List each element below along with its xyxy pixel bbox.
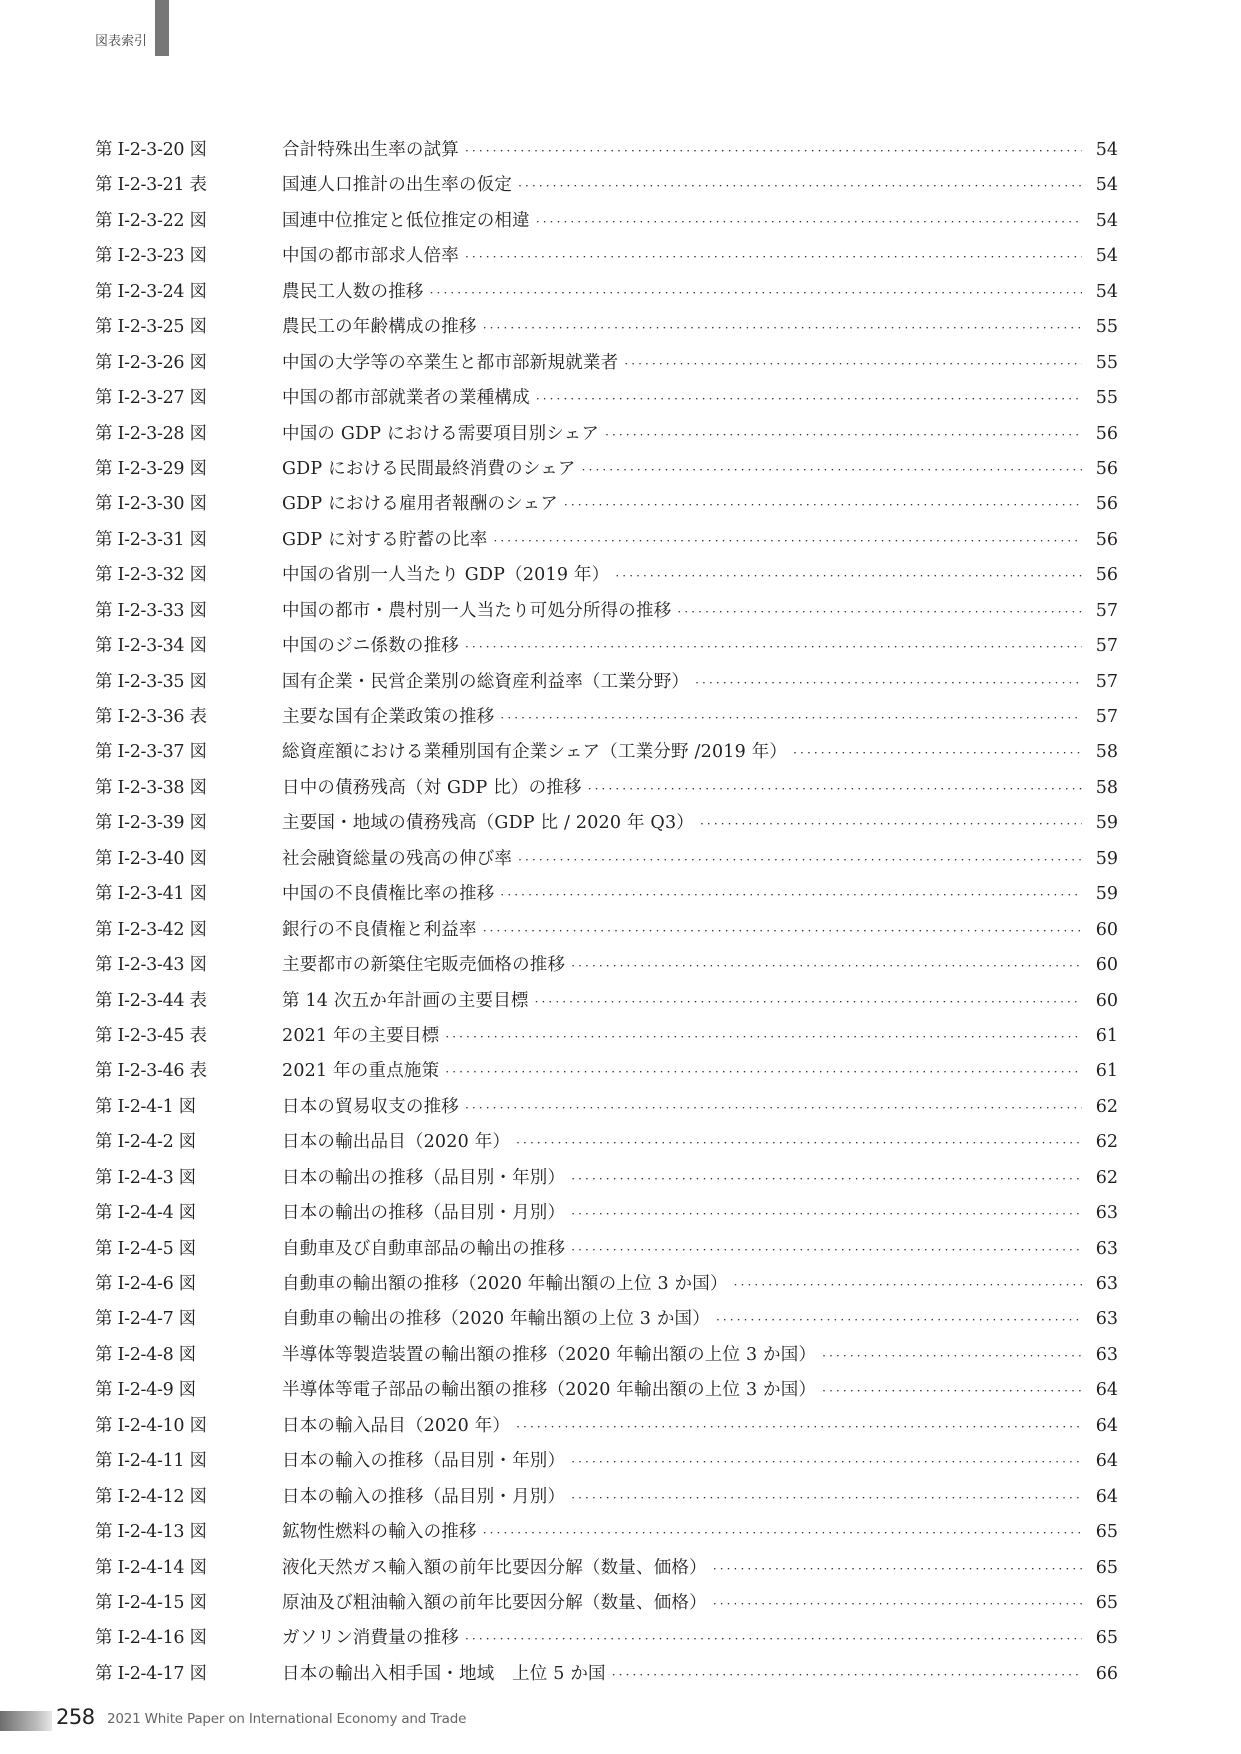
dot-leader [535,985,1082,1020]
entry-number: 第 I-2-3-28 図 [95,423,207,444]
page-number: 258 [56,1705,95,1729]
entry-title: 農民工の年齢構成の推移 [282,317,477,338]
entry-title: 日本の輸出の推移（品目別・月別） [282,1203,566,1224]
index-entry[interactable] [95,1551,1118,1586]
dot-leader [536,382,1082,417]
entry-page: 64 [1095,1380,1118,1401]
entry-title: 日本の輸出品目（2020 年） [282,1132,511,1153]
dot-leader [713,1552,1082,1587]
entry-page: 60 [1095,955,1118,976]
entry-number: 第 I-2-4-11 図 [95,1451,207,1472]
index-entry[interactable] [95,877,1118,912]
entry-number: 第 I-2-4-6 図 [95,1274,196,1294]
entry-page: 64 [1095,1486,1118,1507]
entry-number: 第 I-2-3-29 図 [95,458,207,479]
entry-title: GDP における民間最終消費のシェア [282,458,576,479]
index-entry[interactable] [95,1621,1118,1656]
entry-number: 第 I-2-3-41 図 [95,884,207,905]
entry-number: 第 I-2-4-4 図 [95,1203,196,1224]
entry-page: 62 [1095,1167,1118,1188]
dot-leader [716,1303,1082,1338]
index-entry[interactable] [95,842,1118,877]
dot-leader [465,1622,1082,1657]
entry-number: 第 I-2-3-44 表 [95,990,207,1011]
dot-leader [571,1233,1082,1268]
entry-page: 65 [1095,1592,1118,1613]
entry-number: 第 I-2-4-8 図 [95,1344,196,1365]
index-entry[interactable] [95,1125,1118,1160]
dot-leader [677,595,1082,630]
index-entry[interactable] [95,452,1118,487]
entry-title: 中国の省別一人当たり GDP（2019 年） [282,565,610,586]
entry-title: 合計特殊出生率の試算 [282,140,459,160]
entry-title: 中国の都市部求人倍率 [282,246,459,267]
dot-leader [500,878,1082,913]
dot-leader [465,630,1082,665]
entry-title: 自動車の輸出の推移（2020 年輸出額の上位 3 か国） [282,1309,710,1330]
entry-title: 国連中位推定と低位推定の相違 [282,210,530,231]
entry-number: 第 I-2-3-37 図 [95,742,207,763]
entry-title: 第 14 次五か年計画の主要目標 [282,990,529,1011]
entry-page: 58 [1095,742,1118,763]
entry-page: 54 [1095,281,1118,302]
dot-leader [571,1445,1082,1480]
entry-title: 主要国・地域の債務残高（GDP 比 / 2020 年 Q3） [282,813,695,834]
entry-page: 65 [1095,1522,1118,1543]
entry-page: 57 [1095,707,1118,727]
index-entry[interactable] [95,310,1118,345]
dot-leader [571,1162,1082,1197]
entry-page: 54 [1095,246,1118,267]
index-entry[interactable] [95,1480,1118,1515]
entry-title: 2021 年の主要目標 [282,1025,440,1046]
dot-leader [571,1481,1082,1516]
entry-page: 59 [1095,884,1118,905]
entry-page: 63 [1095,1344,1118,1365]
index-entry[interactable] [95,1267,1118,1302]
dot-leader [734,1268,1082,1303]
entry-page: 54 [1095,210,1118,231]
entry-page: 64 [1095,1451,1118,1472]
entry-title: 中国の不良債権比率の推移 [282,884,495,905]
entry-page: 56 [1095,423,1118,444]
index-entry[interactable] [95,275,1118,310]
entry-page: 61 [1095,1061,1118,1082]
entry-page: 61 [1095,1025,1118,1046]
index-entry[interactable] [95,1090,1118,1125]
entry-page: 60 [1095,919,1118,940]
entry-page: 58 [1095,777,1118,798]
index-entry[interactable] [95,1232,1118,1267]
entry-number: 第 I-2-4-14 図 [95,1557,207,1578]
dot-leader [605,418,1082,453]
dot-leader [518,169,1082,204]
entry-number: 第 I-2-3-23 図 [95,246,207,267]
entry-number: 第 I-2-3-20 図 [95,140,207,160]
index-entry[interactable] [95,771,1118,806]
index-entry[interactable] [95,204,1118,239]
dot-leader [564,488,1082,523]
entry-page: 57 [1095,636,1118,657]
index-entry[interactable] [95,133,1118,168]
dot-leader [624,347,1082,382]
entry-page: 62 [1095,1096,1118,1117]
dot-leader [822,1374,1082,1409]
index-entry[interactable] [95,417,1118,452]
entry-number: 第 I-2-4-13 図 [95,1522,207,1543]
dot-leader [465,240,1082,275]
dot-leader [483,311,1082,346]
entry-number: 第 I-2-3-32 図 [95,565,207,586]
index-entry[interactable] [95,381,1118,416]
entry-number: 第 I-2-4-5 図 [95,1238,196,1259]
dot-leader [518,843,1082,878]
entry-number: 第 I-2-4-7 図 [95,1309,196,1330]
index-entry[interactable] [95,1373,1118,1408]
index-entry[interactable] [95,487,1118,522]
entry-number: 第 I-2-4-10 図 [95,1415,207,1436]
entry-title: 日本の貿易収支の推移 [282,1096,459,1117]
index-entry[interactable] [95,594,1118,629]
footer-gradient-bar [0,1711,52,1731]
entry-title: 総資産額における業種別国有企業シェア（工業分野 /2019 年） [282,742,788,763]
entry-page: 55 [1095,388,1118,409]
index-entry[interactable] [95,1161,1118,1196]
entry-page: 57 [1095,600,1118,621]
dot-leader [445,1020,1082,1055]
index-entry[interactable] [95,1338,1118,1373]
figure-index-list [95,133,1118,1692]
entry-number: 第 I-2-4-15 図 [95,1592,207,1613]
entry-page: 63 [1095,1309,1118,1330]
entry-title: GDP における雇用者報酬のシェア [282,494,558,515]
entry-title: ガソリン消費量の推移 [282,1628,459,1649]
index-entry[interactable] [95,700,1118,735]
index-entry[interactable] [95,1444,1118,1479]
entry-page: 55 [1095,317,1118,338]
entry-number: 第 I-2-3-40 図 [95,848,207,869]
index-entry[interactable] [95,1409,1118,1444]
entry-page: 54 [1095,140,1118,160]
dot-leader [465,134,1082,169]
entry-title: 2021 年の重点施策 [282,1061,440,1082]
entry-page: 59 [1095,813,1118,834]
dot-leader [695,666,1082,701]
entry-number: 第 I-2-3-38 図 [95,777,207,798]
entry-number: 第 I-2-4-9 図 [95,1380,196,1401]
index-entry[interactable] [95,984,1118,1019]
entry-page: 60 [1095,990,1118,1011]
entry-page: 59 [1095,848,1118,869]
index-entry[interactable] [95,665,1118,700]
entry-page: 65 [1095,1557,1118,1578]
dot-leader [713,1587,1082,1622]
entry-number: 第 I-2-3-21 表 [95,175,207,196]
dot-leader [700,807,1082,842]
entry-number: 第 I-2-3-27 図 [95,388,207,409]
index-entry[interactable] [95,1586,1118,1621]
entry-title: 国連人口推計の出生率の仮定 [282,175,513,196]
entry-page: 56 [1095,565,1118,586]
dot-leader [465,1091,1082,1126]
entry-number: 第 I-2-3-45 表 [95,1025,207,1046]
entry-page: 63 [1095,1238,1118,1259]
dot-leader [516,1126,1082,1161]
entry-title: 中国の都市部就業者の業種構成 [282,388,530,409]
index-entry[interactable] [95,239,1118,274]
header-accent-bar [155,0,169,56]
entry-title: 日本の輸入品目（2020 年） [282,1415,511,1436]
entry-number: 第 I-2-4-12 図 [95,1486,207,1507]
publication-title: 2021 White Paper on International Economy and Trade [107,1711,467,1727]
entry-title: GDP に対する貯蓄の比率 [282,529,488,550]
index-entry[interactable] [95,948,1118,983]
entry-page: 56 [1095,494,1118,515]
dot-leader [571,1197,1082,1232]
entry-number: 第 I-2-3-35 図 [95,671,207,692]
index-entry[interactable] [95,629,1118,664]
dot-leader [612,1658,1082,1693]
entry-title: 原油及び粗油輸入額の前年比要因分解（数量、価格） [282,1592,707,1613]
index-entry[interactable] [95,913,1118,948]
entry-number: 第 I-2-4-2 図 [95,1132,196,1153]
entry-title: 農民工人数の推移 [282,281,424,302]
entry-number: 第 I-2-4-16 図 [95,1628,207,1649]
entry-number: 第 I-2-4-17 図 [95,1663,207,1684]
entry-page: 62 [1095,1132,1118,1153]
index-entry[interactable] [95,1054,1118,1089]
entry-title: 社会融資総量の残高の伸び率 [282,848,513,869]
entry-number: 第 I-2-3-43 図 [95,955,207,976]
dot-leader [536,205,1082,240]
entry-title: 中国の GDP における需要項目別シェア [282,423,600,444]
entry-page: 63 [1095,1274,1118,1294]
entry-number: 第 I-2-3-31 図 [95,529,207,550]
entry-number: 第 I-2-3-25 図 [95,317,207,338]
entry-title: 中国のジニ係数の推移 [282,636,459,657]
entry-title: 鉱物性燃料の輸入の推移 [282,1522,477,1543]
entry-page: 54 [1095,175,1118,196]
entry-title: 銀行の不良債権と利益率 [282,919,477,940]
entry-title: 主要な国有企業政策の推移 [282,707,495,727]
entry-title: 半導体等製造装置の輸出額の推移（2020 年輸出額の上位 3 か国） [282,1344,817,1365]
dot-leader [793,736,1082,771]
entry-title: 日本の輸出の推移（品目別・年別） [282,1167,566,1188]
index-entry[interactable] [95,1515,1118,1550]
dot-leader [588,772,1082,807]
entry-page: 56 [1095,458,1118,479]
entry-page: 66 [1095,1663,1118,1684]
entry-page: 57 [1095,671,1118,692]
entry-number: 第 I-2-4-1 図 [95,1096,196,1117]
entry-page: 65 [1095,1628,1118,1649]
entry-number: 第 I-2-3-42 図 [95,919,207,940]
entry-title: 主要都市の新築住宅販売価格の推移 [282,955,566,976]
dot-leader [445,1055,1082,1090]
entry-number: 第 I-2-3-22 図 [95,210,207,231]
index-entry[interactable] [95,1657,1118,1692]
entry-title: 半導体等電子部品の輸出額の推移（2020 年輸出額の上位 3 か国） [282,1380,817,1401]
entry-number: 第 I-2-3-39 図 [95,813,207,834]
entry-title: 自動車及び自動車部品の輸出の推移 [282,1238,566,1259]
dot-leader [582,453,1082,488]
entry-title: 自動車の輸出額の推移（2020 年輸出額の上位 3 か国） [282,1274,728,1294]
index-entry[interactable] [95,1302,1118,1337]
index-entry[interactable] [95,168,1118,203]
entry-title: 中国の都市・農村別一人当たり可処分所得の推移 [282,600,672,621]
index-entry[interactable] [95,523,1118,558]
dot-leader [822,1339,1082,1374]
entry-page: 63 [1095,1203,1118,1224]
entry-number: 第 I-2-3-34 図 [95,636,207,657]
dot-leader [516,1410,1082,1445]
entry-number: 第 I-2-3-26 図 [95,352,207,373]
dot-leader [615,559,1082,594]
dot-leader [493,524,1082,559]
entry-title: 日本の輸出入相手国・地域 上位 5 か国 [282,1663,606,1684]
index-entry[interactable] [95,806,1118,841]
entry-number: 第 I-2-4-3 図 [95,1167,196,1188]
entry-page: 55 [1095,352,1118,373]
index-entry[interactable] [95,558,1118,593]
entry-title: 日本の輸入の推移（品目別・年別） [282,1451,566,1472]
dot-leader [483,1516,1082,1551]
dot-leader [571,949,1082,984]
dot-leader [483,914,1082,949]
dot-leader [500,701,1082,736]
index-entry[interactable] [95,1019,1118,1054]
section-label: 図表索引 [95,34,148,49]
entry-title: 日中の債務残高（対 GDP 比）の推移 [282,777,582,798]
index-entry[interactable] [95,346,1118,381]
dot-leader [430,276,1082,311]
entry-number: 第 I-2-3-36 表 [95,707,207,727]
entry-number: 第 I-2-3-46 表 [95,1061,207,1082]
entry-number: 第 I-2-3-30 図 [95,494,207,515]
entry-number: 第 I-2-3-24 図 [95,281,207,302]
entry-title: 液化天然ガス輸入額の前年比要因分解（数量、価格） [282,1557,707,1578]
entry-number: 第 I-2-3-33 図 [95,600,207,621]
index-entry[interactable] [95,1196,1118,1231]
entry-page: 56 [1095,529,1118,550]
entry-title: 国有企業・民営企業別の総資産利益率（工業分野） [282,671,690,692]
index-entry[interactable] [95,735,1118,770]
entry-title: 日本の輸入の推移（品目別・月別） [282,1486,566,1507]
entry-page: 64 [1095,1415,1118,1436]
entry-title: 中国の大学等の卒業生と都市部新規就業者 [282,352,619,373]
